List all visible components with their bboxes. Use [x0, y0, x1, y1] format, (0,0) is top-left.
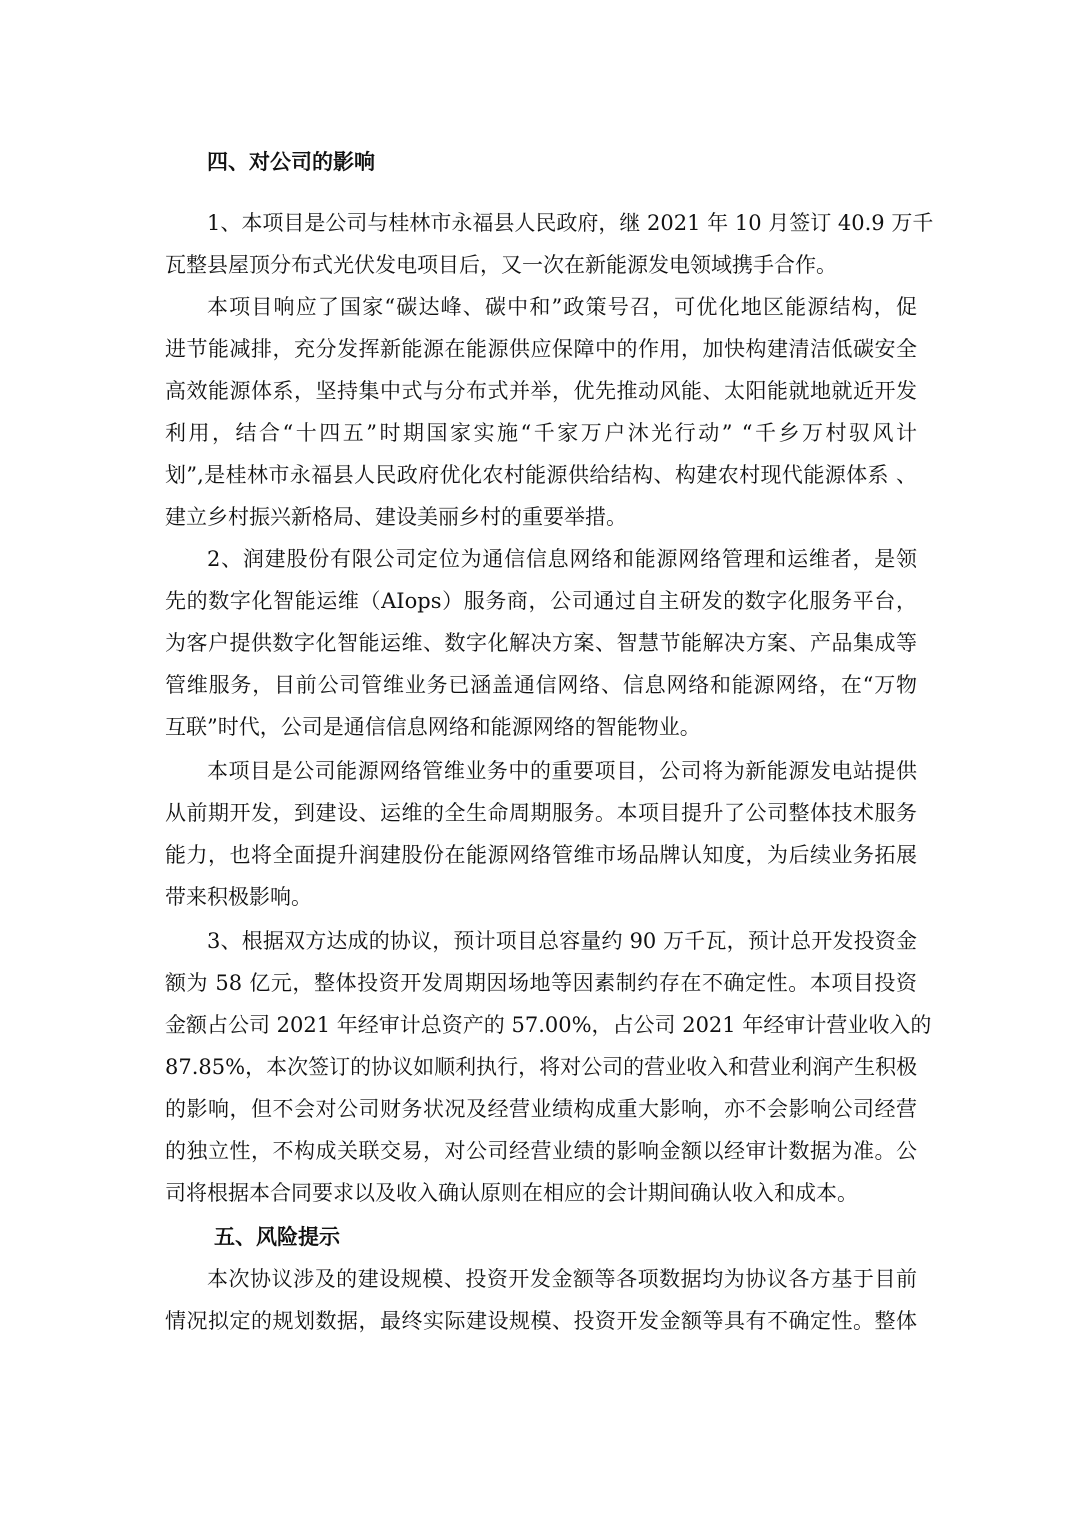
paragraph-3-line-3: 为客户提供数字化智能运维、数字化解决方案、智慧节能解决方案、产品集成等 — [165, 631, 917, 655]
paragraph-1-line-1: 1、本项目是公司与桂林市永福县人民政府，继 2021 年 10 月签订 40.9 万千 — [207, 211, 934, 235]
paragraph-2-line-6: 建立乡村振兴新格局、建设美丽乡村的重要举措。 — [165, 505, 627, 529]
section-heading-risk: 五、风险提示 — [214, 1225, 340, 1249]
paragraph-2-line-2: 进节能减排，充分发挥新能源在能源供应保障中的作用，加快构建清洁低碳安全 — [165, 337, 917, 361]
paragraph-5-line-2: 额为 58 亿元，整体投资开发周期因场地等因素制约存在不确定性。本项目投资 — [165, 971, 917, 995]
paragraph-5-line-5: 的影响，但不会对公司财务状况及经营业绩构成重大影响，亦不会影响公司经营 — [165, 1097, 917, 1121]
risk-paragraph-line-1: 本次协议涉及的建设规模、投资开发金额等各项数据均为协议各方基于目前 — [207, 1267, 917, 1291]
paragraph-4-line-1: 本项目是公司能源网络管维业务中的重要项目，公司将为新能源发电站提供 — [207, 759, 917, 783]
paragraph-4-line-2: 从前期开发，到建设、运维的全生命周期服务。本项目提升了公司整体技术服务 — [165, 801, 917, 825]
paragraph-1-line-2: 瓦整县屋顶分布式光伏发电项目后，又一次在新能源发电领域携手合作。 — [165, 253, 837, 277]
paragraph-4-line-4: 带来积极影响。 — [165, 885, 312, 909]
paragraph-3-line-1: 2、润建股份有限公司定位为通信信息网络和能源网络管理和运维者，是领 — [207, 547, 917, 571]
paragraph-3-line-2: 先的数字化智能运维（AIops）服务商，公司通过自主研发的数字化服务平台， — [165, 589, 917, 613]
paragraph-2-line-3: 高效能源体系，坚持集中式与分布式并举，优先推动风能、太阳能就地就近开发 — [165, 379, 917, 403]
paragraph-4-line-3: 能力，也将全面提升润建股份在能源网络管维市场品牌认知度，为后续业务拓展 — [165, 843, 917, 867]
paragraph-3-line-5: 互联”时代，公司是通信信息网络和能源网络的智能物业。 — [165, 715, 701, 739]
paragraph-3-line-4: 管维服务，目前公司管维业务已涵盖通信网络、信息网络和能源网络，在“万物 — [165, 673, 917, 697]
paragraph-5-line-6: 的独立性，不构成关联交易，对公司经营业绩的影响金额以经审计数据为准。公 — [165, 1139, 917, 1163]
paragraph-5-line-1: 3、根据双方达成的协议，预计项目总容量约 90 万千瓦，预计总开发投资金 — [207, 929, 917, 953]
section-heading-impact: 四、对公司的影响 — [207, 150, 375, 174]
paragraph-2-line-5: 划”,是桂林市永福县人民政府优化农村能源供给结构、构建农村现代能源体系 、 — [165, 463, 917, 487]
paragraph-5-line-3: 金额占公司 2021 年经审计总资产的 57.00%，占公司 2021 年经审计营业收入的 — [165, 1013, 932, 1037]
risk-paragraph-line-2: 情况拟定的规划数据，最终实际建设规模、投资开发金额等具有不确定性。整体 — [165, 1309, 917, 1333]
paragraph-2-line-4: 利用，结合“十四五”时期国家实施“千家万户沐光行动” “千乡万村驭风计 — [165, 421, 917, 445]
paragraph-2-line-1: 本项目响应了国家“碳达峰、碳中和”政策号召，可优化地区能源结构，促 — [207, 295, 917, 319]
paragraph-5-line-4: 87.85%，本次签订的协议如顺利执行，将对公司的营业收入和营业利润产生积极 — [165, 1055, 918, 1079]
paragraph-5-line-7: 司将根据本合同要求以及收入确认原则在相应的会计期间确认收入和成本。 — [165, 1181, 858, 1205]
